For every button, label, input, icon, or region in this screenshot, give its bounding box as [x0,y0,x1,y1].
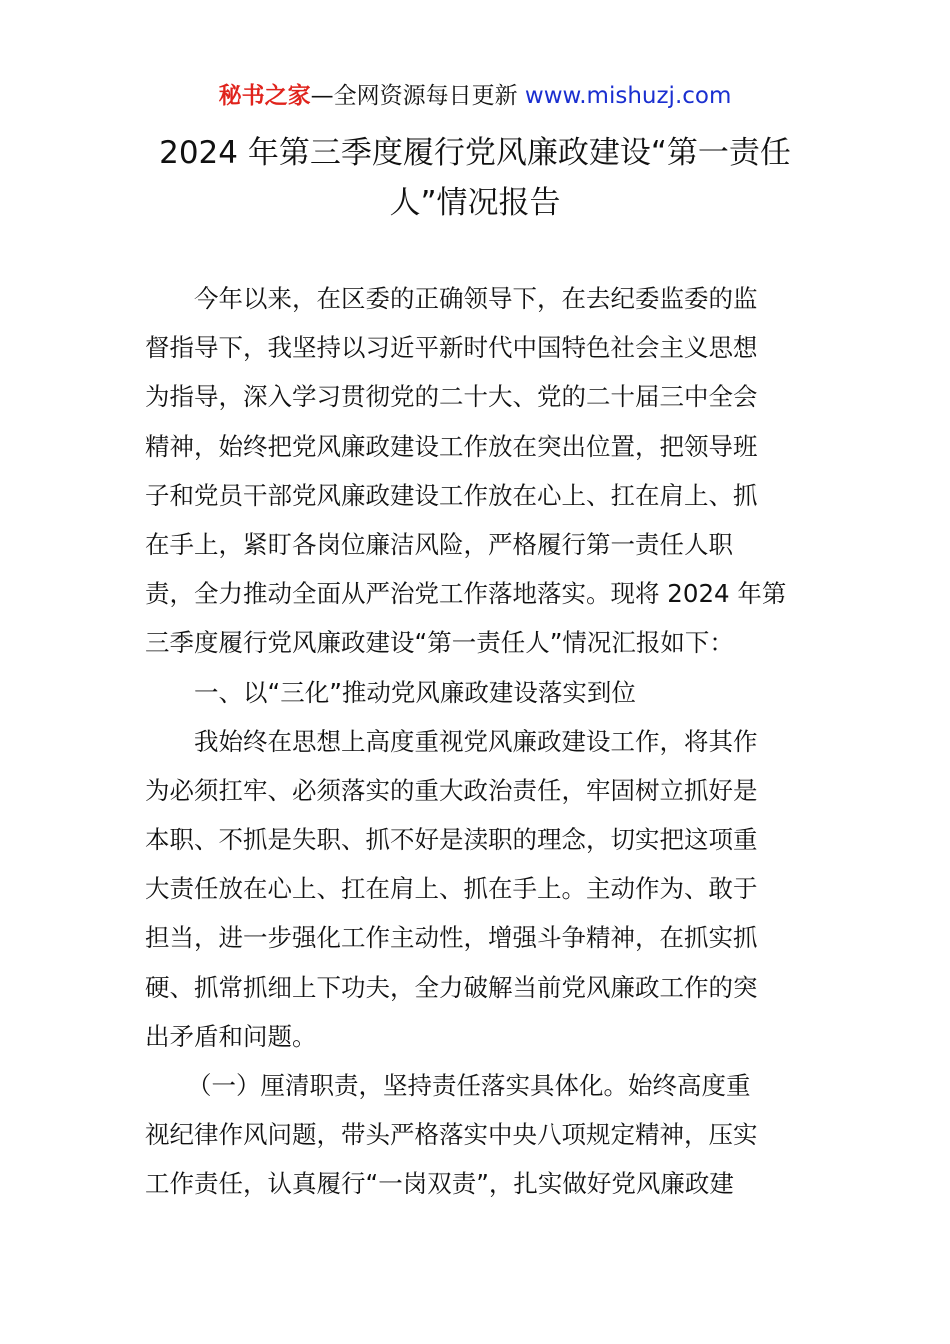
body-line: 本职、不抓是失职、抓不好是渎职的理念，切实把这项重 [145,825,758,855]
body-line: 三季度履行党风廉政建设“第一责任人”情况汇报如下： [145,628,734,658]
title-line-1: 2024 年第三季度履行党风廉政建设“第一责任 [159,135,791,171]
title-line-2: 人”情况报告 [389,185,561,221]
body-line: 精神，始终把党风廉政建设工作放在突出位置，把领导班 [145,431,758,461]
site-header [0,80,950,112]
body-line: 子和党员干部党风廉政建设工作放在心上、扛在肩上、抓 [145,480,758,510]
body-line: 视纪律作风问题，带头严格落实中央八项规定精神，压实 [145,1120,758,1150]
body-line: 责，全力推动全面从严治党工作落地落实。现将 2024 年第 [145,579,787,609]
body-line: 为指导，深入学习贯彻党的二十大、党的二十届三中全会 [145,382,758,412]
site-url-link[interactable]: www.mishuzj.com [524,83,732,109]
body-line: 担当，进一步强化工作主动性，增强斗争精神，在抓实抓 [145,923,758,953]
site-slogan: —全网资源每日更新 [310,83,525,109]
body-line: 我始终在思想上高度重视党风廉政建设工作，将其作 [194,726,758,756]
site-brand: 秘书之家 [218,83,311,109]
body-line: 硬、抓常抓细上下功夫，全力破解当前党风廉政工作的突 [145,972,758,1002]
document-body [145,274,805,1209]
body-line: 出矛盾和问题。 [145,1021,317,1051]
document-title [120,128,830,228]
body-line: 今年以来，在区委的正确领导下，在去纪委监委的监 [194,284,758,313]
body-line: 为必须扛牢、必须落实的重大政治责任，牢固树立抓好是 [145,775,758,805]
section-heading: 一、以“三化”推动党风廉政建设落实到位 [194,677,636,707]
body-line: 大责任放在心上、扛在肩上、抓在手上。主动作为、敢于 [145,874,758,904]
body-line: 在手上，紧盯各岗位廉洁风险，严格履行第一责任人职 [145,529,733,559]
subsection-line: （一）厘清职责，坚持责任落实具体化。始终高度重 [187,1071,751,1100]
body-line: 工作责任，认真履行“一岗双责”，扎实做好党风廉政建 [145,1169,734,1199]
body-line: 督指导下，我坚持以习近平新时代中国特色社会主义思想 [145,333,758,363]
